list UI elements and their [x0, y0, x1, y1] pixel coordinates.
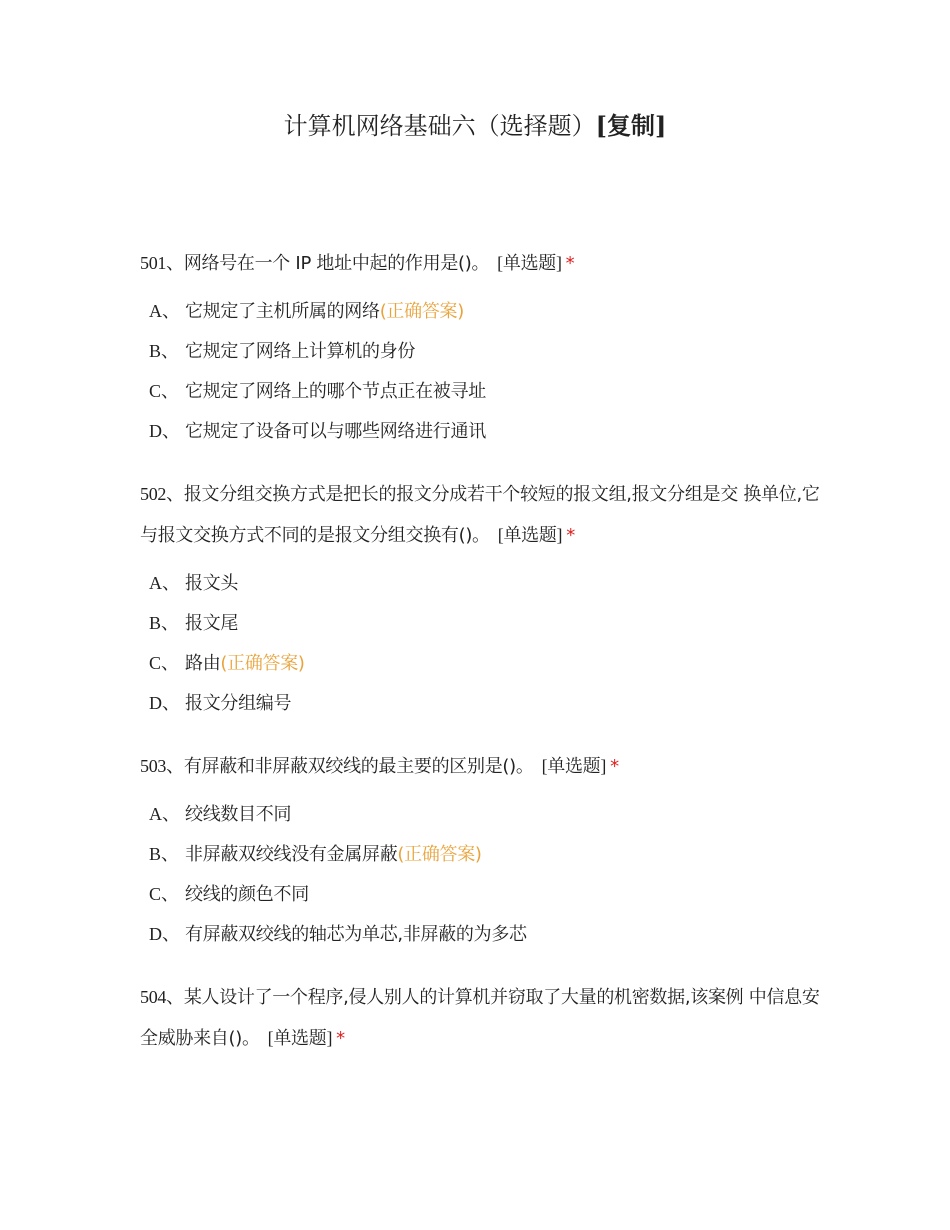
question-stem — [140, 474, 820, 556]
option-c[interactable] — [140, 873, 820, 913]
question-type-badge: [单选题] — [497, 525, 563, 545]
question-type-badge: [单选题] — [497, 253, 562, 273]
correct-answer-tag: (正确答案) — [379, 301, 464, 322]
option-letter: D、 — [149, 421, 180, 441]
option-text: 路由 — [185, 653, 221, 674]
option-text: 有屏蔽双绞线的轴芯为单芯,非屏蔽的为多芯 — [185, 924, 527, 945]
option-letter: B、 — [149, 613, 180, 633]
option-text: 绞线数目不同 — [185, 804, 292, 825]
option-a[interactable] — [140, 562, 820, 602]
option-text: 它规定了网络上的哪个节点正在被寻址 — [185, 381, 486, 402]
correct-answer-tag: (正确答案) — [397, 844, 482, 865]
question-number: 501、 — [140, 253, 184, 273]
question-list — [140, 243, 820, 1083]
question-stem — [140, 746, 820, 787]
page-title-text: 计算机网络基础六（选择题） — [283, 112, 596, 140]
option-text: 非屏蔽双绞线没有金属屏蔽 — [185, 844, 398, 865]
question-type-badge: [单选题] — [541, 756, 607, 776]
question-501 — [140, 243, 820, 450]
required-mark: * — [336, 1028, 345, 1049]
option-text: 报文尾 — [185, 613, 239, 634]
option-b[interactable] — [140, 833, 820, 873]
copy-button[interactable]: [复制] — [595, 111, 667, 140]
question-text: 有屏蔽和非屏蔽双绞线的最主要的区别是()。 — [183, 756, 534, 777]
question-504 — [140, 977, 820, 1059]
question-503 — [140, 746, 820, 953]
option-letter: D、 — [149, 924, 180, 944]
question-number: 504、 — [140, 987, 184, 1007]
required-mark: * — [565, 253, 575, 274]
question-number: 503、 — [140, 756, 184, 776]
required-mark: * — [610, 756, 619, 777]
option-letter: C、 — [149, 381, 180, 401]
option-a[interactable] — [140, 793, 820, 833]
option-text: 它规定了设备可以与哪些网络进行通讯 — [185, 421, 486, 442]
question-type-badge: [单选题] — [267, 1028, 333, 1048]
option-d[interactable] — [140, 913, 820, 953]
question-502 — [140, 474, 820, 722]
option-a[interactable] — [140, 290, 820, 330]
page-title — [0, 108, 950, 144]
option-list — [140, 562, 820, 722]
option-b[interactable] — [140, 330, 820, 370]
option-letter: A、 — [149, 804, 180, 824]
option-d[interactable] — [140, 682, 820, 722]
question-text: 网络号在一个 IP 地址中起的作用是()。 — [183, 253, 490, 274]
option-text: 报文分组编号 — [185, 693, 292, 714]
option-text: 它规定了主机所属的网络 — [185, 301, 380, 322]
option-b[interactable] — [140, 602, 820, 642]
option-letter: A、 — [149, 301, 180, 321]
option-text: 报文头 — [185, 573, 239, 594]
option-c[interactable] — [140, 370, 820, 410]
option-list — [140, 290, 820, 450]
question-text: 某人设计了一个程序,侵人别人的计算机并窃取了大量的机密数据,该案例 中信息安全威胁来自()。 — [140, 987, 820, 1049]
question-stem — [140, 243, 820, 284]
option-letter: B、 — [149, 844, 180, 864]
option-letter: D、 — [149, 693, 180, 713]
option-letter: A、 — [149, 573, 180, 593]
question-stem — [140, 977, 820, 1059]
correct-answer-tag: (正确答案) — [220, 653, 305, 674]
option-text: 它规定了网络上计算机的身份 — [185, 341, 416, 362]
option-c[interactable] — [140, 642, 820, 682]
question-number: 502、 — [140, 484, 184, 504]
required-mark: * — [566, 525, 575, 546]
option-letter: C、 — [149, 653, 180, 673]
option-text: 绞线的颜色不同 — [185, 884, 309, 905]
option-letter: B、 — [149, 341, 180, 361]
question-text: 报文分组交换方式是把长的报文分成若干个较短的报文组,报文分组是交 换单位,它与报文交换方式不同的是报文分组交换有()。 — [140, 484, 820, 546]
option-letter: C、 — [149, 884, 180, 904]
option-d[interactable] — [140, 410, 820, 450]
option-list — [140, 793, 820, 953]
